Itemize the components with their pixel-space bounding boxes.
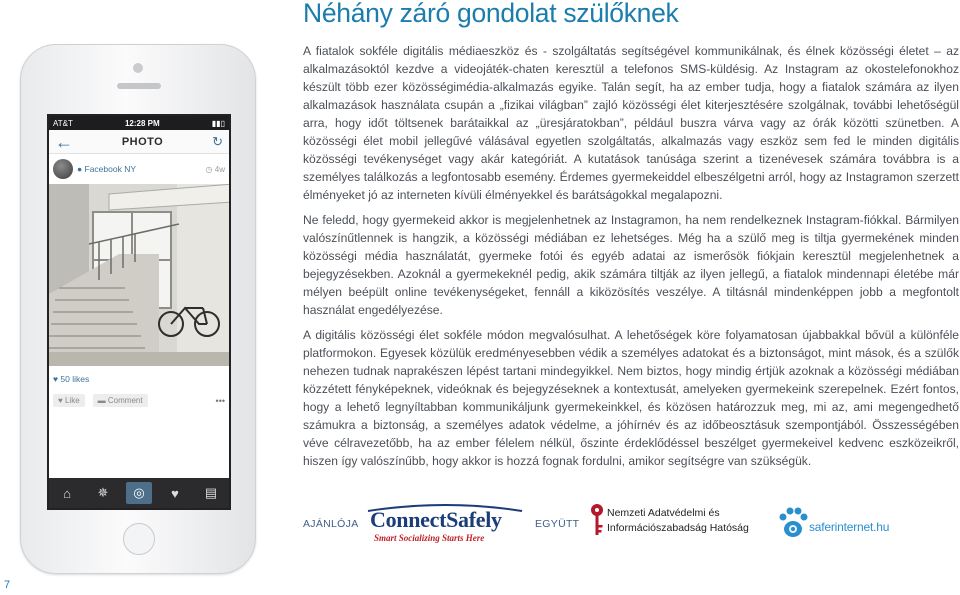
avatar[interactable]: [53, 159, 73, 179]
post-photo[interactable]: [49, 184, 231, 366]
refresh-icon[interactable]: ↻: [212, 133, 223, 149]
battery-icon: ▮▮▯: [211, 118, 225, 128]
home-icon[interactable]: ⌂: [63, 485, 71, 501]
like-label: Like: [64, 396, 80, 405]
location-pin-icon: ●: [77, 164, 83, 174]
explore-star-icon[interactable]: ✵: [97, 485, 109, 500]
bottom-tab-bar: [49, 478, 229, 508]
saferinternet-paw-icon: [777, 503, 809, 547]
phone-camera: [133, 63, 143, 73]
connectsafely-name: ConnectSafely: [370, 507, 502, 532]
phone-mockup: [20, 44, 256, 574]
more-options-icon[interactable]: •••: [215, 395, 225, 406]
likes-label: 50 likes: [60, 374, 90, 384]
post-actions: [49, 388, 229, 413]
comment-label: Comment: [107, 396, 143, 405]
naih-logo: [590, 503, 780, 543]
nav-title: PHOTO: [121, 135, 164, 148]
profile-card-icon[interactable]: ▤: [204, 485, 218, 500]
article-body: [303, 42, 959, 477]
instagram-navbar: [49, 130, 229, 154]
naih-line1: Nemzeti Adatvédelmi és: [607, 507, 720, 519]
phone-screen: [47, 114, 231, 510]
status-time: 12:28 PM: [124, 118, 160, 128]
heart-icon: ♥: [53, 374, 59, 384]
comment-bubble-icon: ▬: [97, 396, 106, 405]
recommended-by-label: AJÁNLÓJA: [303, 518, 359, 530]
paragraph-2: Ne feledd, hogy gyermekeid akkor is megjelenhetnek az Instagramon, ha nem rendelkeznek Instagram-fiókkal. Bármilyen valószínűtlennek is hangzik, a közösségi médiában ez lehetséges. Még ha a szülő meg is tiltja gyermekének minden közösségi média használatát, gyermeke fotói és egyéb adatai az ismerősök fiókjain keresztül megjelenhetnek a bejegyzésekben. Azoknál a gyermekeknél pedig, akik számára tiltják az ilyen jellegű, a fiatalok mindennapi életébe már mélyen beépült online tevékenységeket, fennáll a kiközösítés veszélye. A tiltásnál mindenképpen jobb a megfontolt használat engedélyezése.: [303, 213, 959, 318]
post-header: [49, 154, 229, 184]
post-age-label: 4w: [214, 164, 225, 174]
page-title: Néhány záró gondolat szülőknek: [303, 0, 679, 28]
comment-button[interactable]: [93, 394, 148, 407]
activity-bubble-icon[interactable]: ♥: [171, 485, 179, 501]
page-number: 7: [4, 579, 11, 591]
camera-icon[interactable]: ◎: [126, 482, 152, 504]
location-label: Facebook NY: [84, 164, 137, 174]
like-button[interactable]: [53, 394, 85, 407]
staircase-photo: [49, 184, 231, 366]
saferinternet-logo: [777, 503, 897, 547]
location-link[interactable]: [77, 164, 202, 174]
phone-speaker: [117, 83, 161, 89]
status-bar: [49, 116, 229, 130]
heart-outline-icon: ♥: [58, 396, 63, 405]
naih-line2: Információszabadság Hatóság: [607, 522, 749, 534]
post-age: [206, 165, 225, 174]
connectsafely-logo: [366, 503, 524, 545]
connectsafely-tagline: Smart Socializing Starts Here: [374, 533, 485, 543]
key-icon: [590, 503, 604, 537]
carrier-label: AT&T: [53, 118, 73, 128]
paragraph-1: A fiatalok sokféle digitális médiaeszköz és - szolgáltatás segítségével kommunikálnak, és élnek közösségi életet – az alkalmazásoktól kezdve a videojáték-chaten keresztül a telefonos SMS-küldésig. Az Instagram az okostelefonokhoz készült több ezer közösségimédia-alkalmazás egyike. Talán segít, ha az ember tudja, hogy a fiatalok számára az ilyen alkalmazások használata csupán a „fizikai világban” zajló közösségi élet kiterjesztésére szolgálnak, további lehetőségül arra, hogy időt töltsenek barátaikkal az „üresjáratokban”, például buszra várva vagy az órák közötti szünetben. A közösségi élet mobil jellegűvé válásával egyetlen szolgáltatás, alkalmazás vagy eszköz sem fed le minden digitális közösségi tevékenységet vagy akár kategóriát. A kutatások tanúsága szerint a tizenévesek számára továbbra is a személyes találkozás a legfontosabb esemény. Érdemes gyermekeiddel elbeszélgetni arról, hogy az Instagramon szerzett élményeket jó az interneten kívüli élményekkel és barátságokkal megalapozni.: [303, 44, 959, 203]
back-arrow-icon[interactable]: ←: [55, 131, 73, 152]
saferinternet-label: saferinternet.hu: [809, 520, 890, 534]
home-button[interactable]: [123, 523, 155, 555]
likes-count[interactable]: [49, 366, 229, 388]
clock-icon: ◷: [205, 164, 213, 174]
paragraph-3: A digitális közösségi élet sokféle módon megvalósulhat. A lehetőségek köre folyamatosan újabbakkal bővül a különféle platformokon. Egyesek közülük eredményesebben védik a személyes adatokat és a biztonságot, mint mások, és a szülők nehezen tudnak naprakészen lépést tartani mindegyikkel. Nem biztos, hogy mindig értjük azoknak a közösségi médiában közzétett fényképeknek, videóknak és bejegyzéseknek a kontextusát, amelyeken gyermekeink szerepelnek. Ezért fontos, hogy a lehető legnyíltabban kommunikáljunk gyermekeinkkel, és közösen határozzuk meg, mi az, ami megengedhető számukra a biztonság, a személyes adatok védelme, a jóhírnév és az időbeosztásuk szempontjából. Összességében véve célravezetőbb, ha az ember félelem nélkül, őszinte érdeklődéssel beszélget gyermekeivel kedvenc eszközeikről, hiszen így valószínűbb, hogy akkor is hozzá fognak fordulni, amikor segítségre van szükségük.: [303, 328, 959, 469]
together-label: EGYÜTT: [535, 518, 580, 530]
